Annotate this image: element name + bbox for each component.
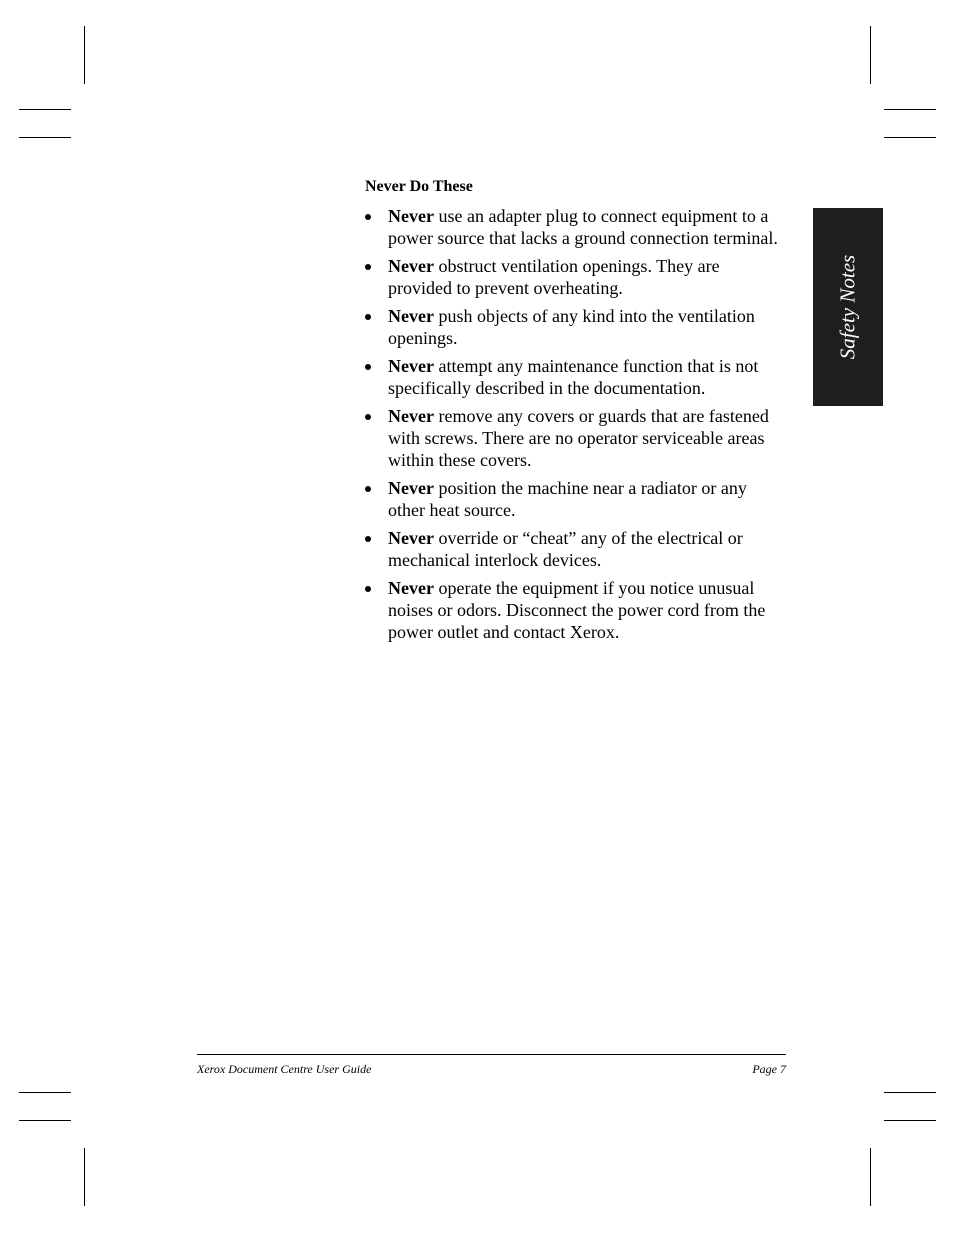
rule-lead: Never bbox=[388, 528, 434, 548]
footer-divider bbox=[197, 1054, 786, 1055]
list-item bbox=[365, 577, 787, 643]
crop-mark bbox=[84, 26, 85, 84]
rule-list bbox=[365, 205, 787, 649]
crop-mark bbox=[870, 26, 871, 84]
rule-lead: Never bbox=[388, 206, 434, 226]
bullet-icon bbox=[365, 486, 371, 492]
crop-mark bbox=[19, 137, 71, 138]
bullet-icon bbox=[365, 364, 371, 370]
rule-text: use an adapter plug to connect equipment to a power source that lacks a ground connection terminal. bbox=[388, 206, 778, 248]
crop-mark bbox=[884, 109, 936, 110]
rule-lead: Never bbox=[388, 478, 434, 498]
crop-mark bbox=[884, 137, 936, 138]
rule-lead: Never bbox=[388, 356, 434, 376]
rule-lead: Never bbox=[388, 256, 434, 276]
section-heading: Never Do These bbox=[365, 178, 473, 195]
bullet-icon bbox=[365, 414, 371, 420]
rule-text: operate the equipment if you notice unusual noises or odors. Disconnect the power cord from the power outlet and contact Xerox. bbox=[388, 578, 766, 642]
list-item bbox=[365, 527, 787, 571]
list-item bbox=[365, 355, 787, 399]
crop-mark bbox=[19, 109, 71, 110]
rule-lead: Never bbox=[388, 406, 434, 426]
rule-text: position the machine near a radiator or any other heat source. bbox=[388, 478, 747, 520]
bullet-icon bbox=[365, 214, 371, 220]
rule-lead: Never bbox=[388, 306, 434, 326]
list-item bbox=[365, 205, 787, 249]
section-tab-label: Safety Notes bbox=[835, 254, 860, 360]
crop-mark bbox=[870, 1148, 871, 1206]
list-item bbox=[365, 405, 787, 471]
rule-text: remove any covers or guards that are fastened with screws. There are no operator serviceable areas within these covers. bbox=[388, 406, 769, 470]
bullet-icon bbox=[365, 586, 371, 592]
rule-text: override or “cheat” any of the electrical or mechanical interlock devices. bbox=[388, 528, 743, 570]
bullet-icon bbox=[365, 536, 371, 542]
list-item bbox=[365, 477, 787, 521]
rule-lead: Never bbox=[388, 578, 434, 598]
crop-mark bbox=[19, 1092, 71, 1093]
crop-mark bbox=[84, 1148, 85, 1206]
bullet-icon bbox=[365, 264, 371, 270]
footer-page-number: Page 7 bbox=[752, 1062, 786, 1076]
rule-text: obstruct ventilation openings. They are provided to prevent overheating. bbox=[388, 256, 720, 298]
rule-text: attempt any maintenance function that is not specifically described in the documentation. bbox=[388, 356, 759, 398]
footer-document-title: Xerox Document Centre User Guide bbox=[197, 1062, 372, 1076]
crop-mark bbox=[884, 1092, 936, 1093]
rule-text: push objects of any kind into the ventilation openings. bbox=[388, 306, 755, 348]
bullet-icon bbox=[365, 314, 371, 320]
crop-mark bbox=[19, 1120, 71, 1121]
section-tab bbox=[813, 208, 883, 406]
list-item bbox=[365, 305, 787, 349]
crop-mark bbox=[884, 1120, 936, 1121]
list-item bbox=[365, 255, 787, 299]
